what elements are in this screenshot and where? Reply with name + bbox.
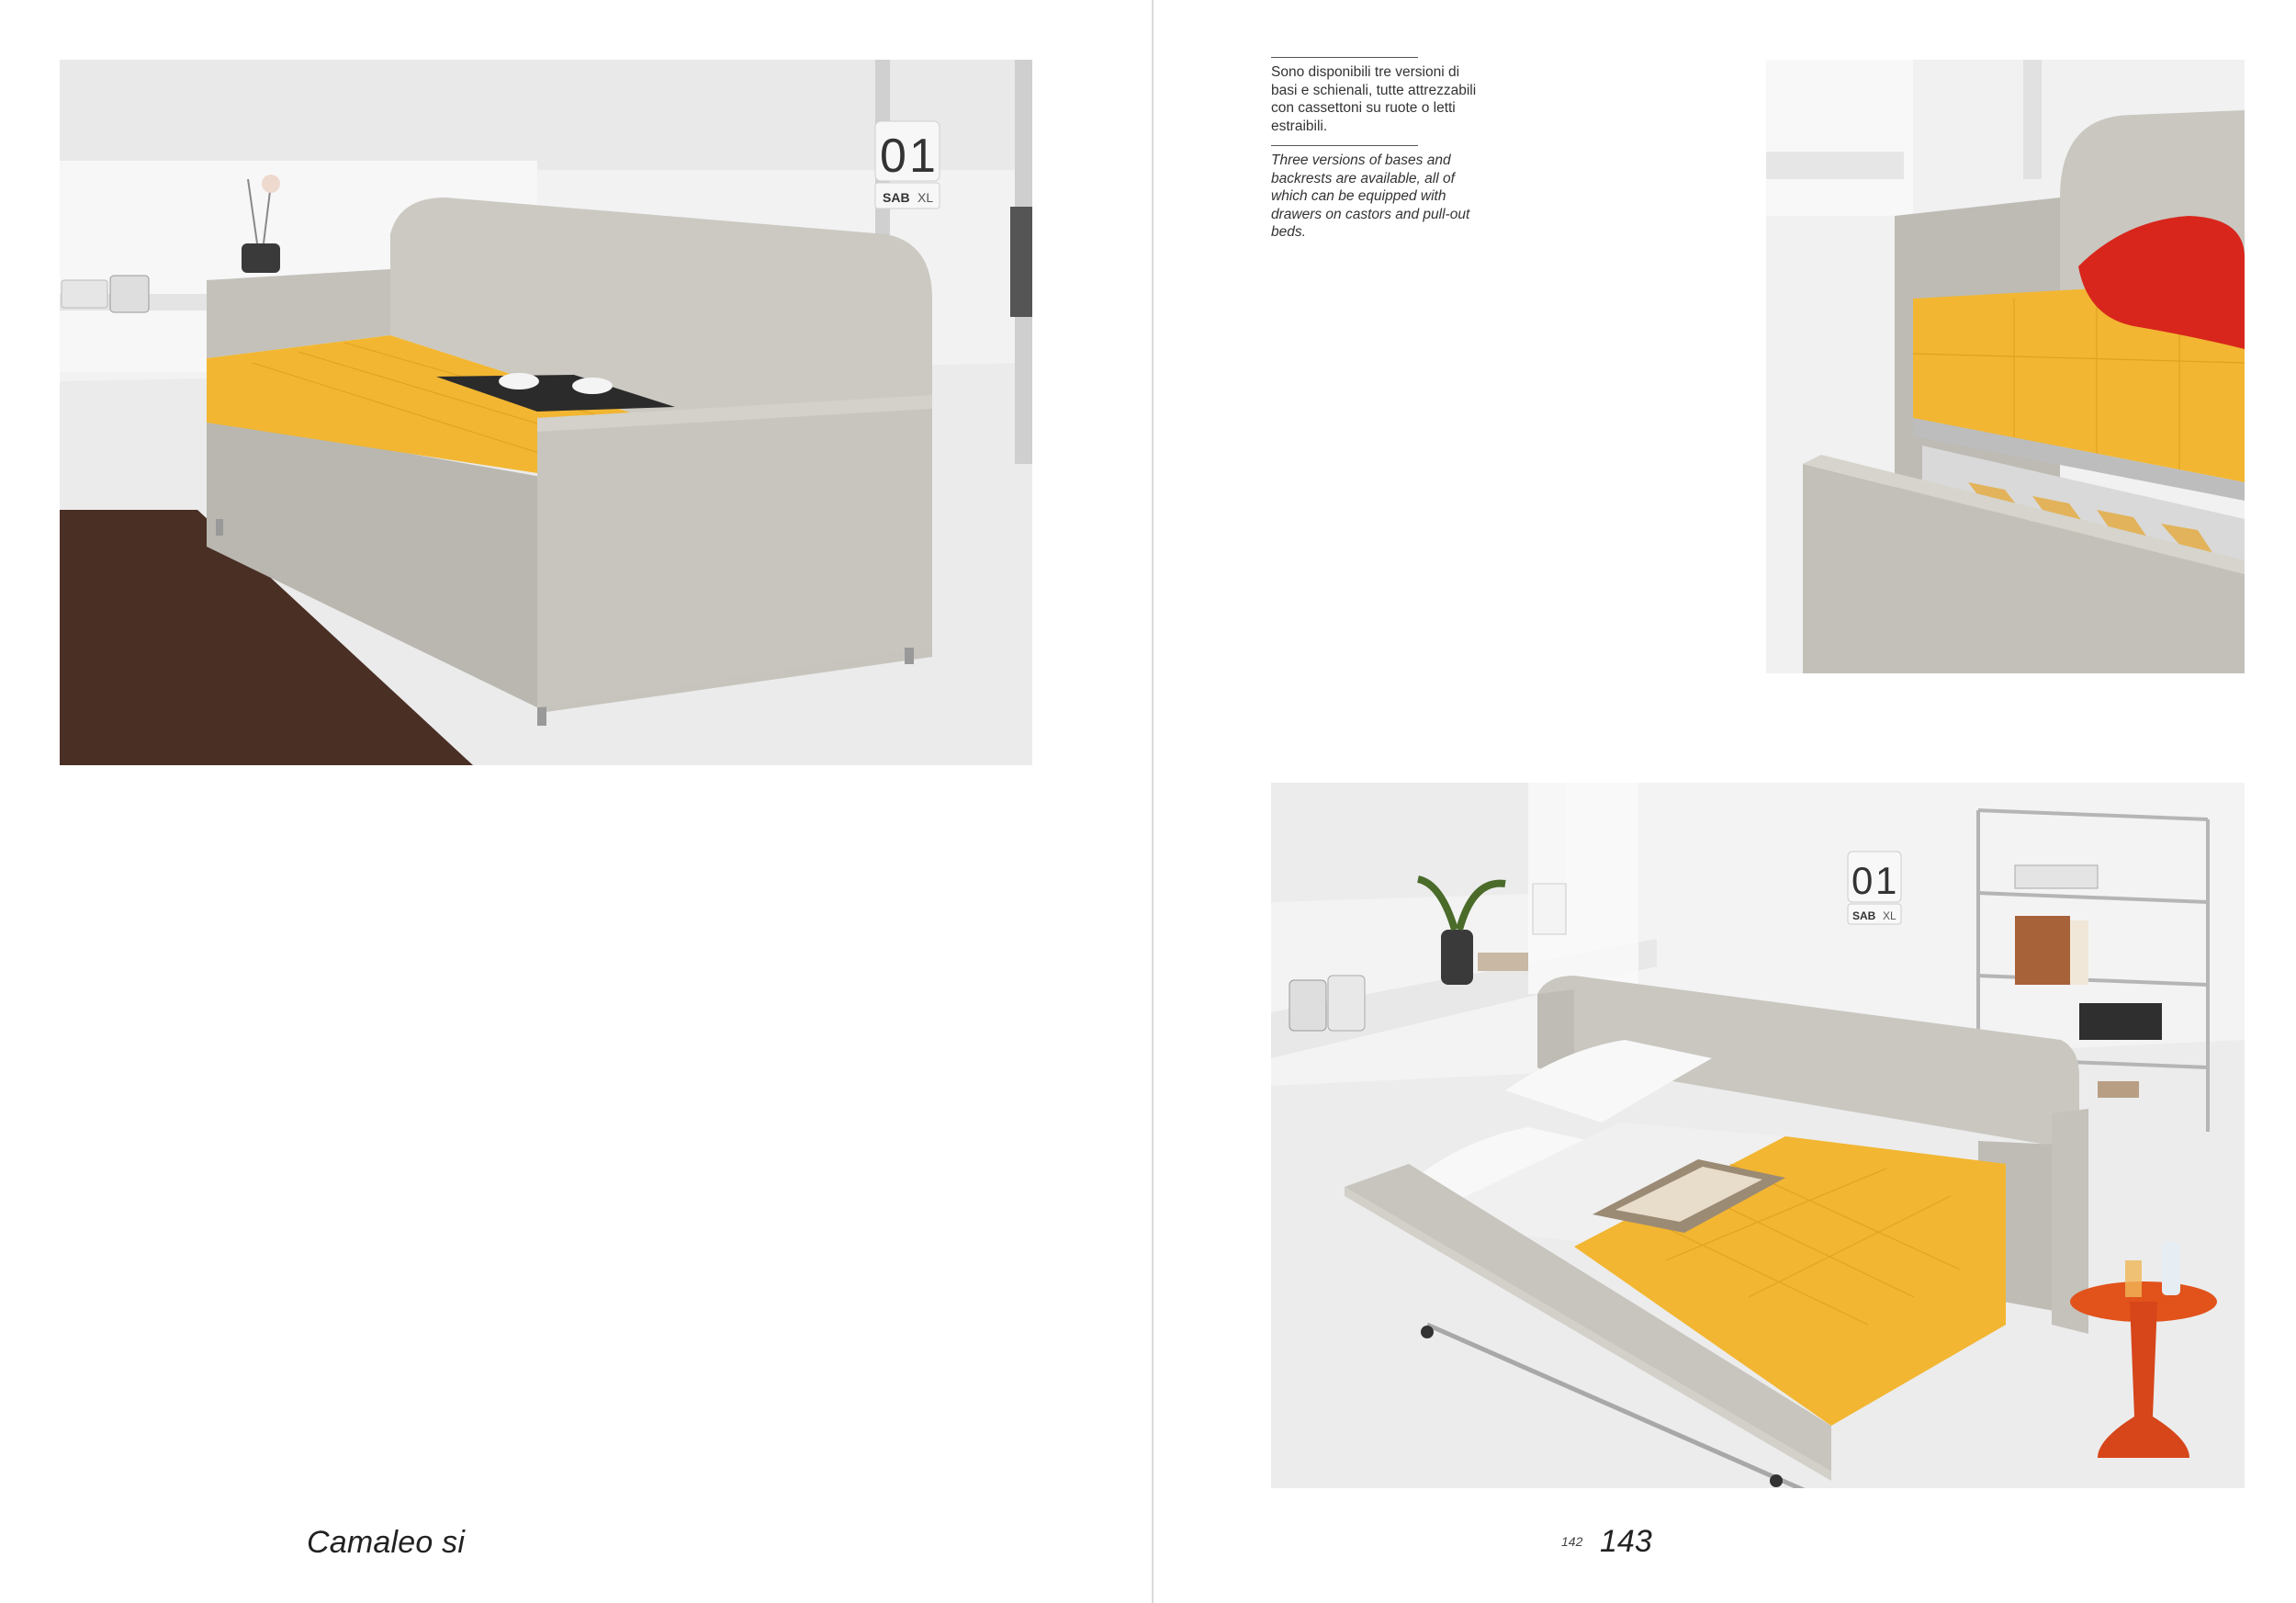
- calendar-size: XL: [917, 190, 934, 205]
- product-title: Camaleo si: [307, 1525, 466, 1560]
- caption-italian-text: Sono disponibili tre versioni di basi e schienali, tutte attrezzabili con cassettoni su ruote o letti estraibili.: [1271, 64, 1477, 134]
- caption-rule: [1271, 57, 1418, 58]
- calendar-size-2: XL: [1883, 909, 1896, 922]
- page-fold: [1152, 0, 1154, 1603]
- sofa-bed-closed-photo: [60, 60, 1032, 765]
- calendar-digit-b-2: 1: [1875, 859, 1897, 902]
- page-number-left: 142: [1561, 1534, 1583, 1549]
- page-number-right: 143: [1600, 1524, 1652, 1559]
- pull-out-bed-detail-photo: [1766, 60, 2245, 673]
- calendar-digit-a-2: 0: [1851, 859, 1874, 902]
- calendar-day: SAB: [883, 190, 910, 205]
- sofa-bed-open-photo: [1271, 783, 2245, 1488]
- caption-rule: [1271, 145, 1418, 146]
- caption-italian: [1271, 57, 1482, 135]
- caption-english: [1271, 145, 1482, 242]
- calendar-day-2: SAB: [1852, 909, 1876, 922]
- calendar-digit-b: 1: [909, 130, 936, 183]
- calendar-digit-a: 0: [880, 130, 906, 183]
- caption-english-text: Three versions of bases and backrests are available, all of which can be equipped with drawers on castors and pull-out beds.: [1271, 152, 1470, 240]
